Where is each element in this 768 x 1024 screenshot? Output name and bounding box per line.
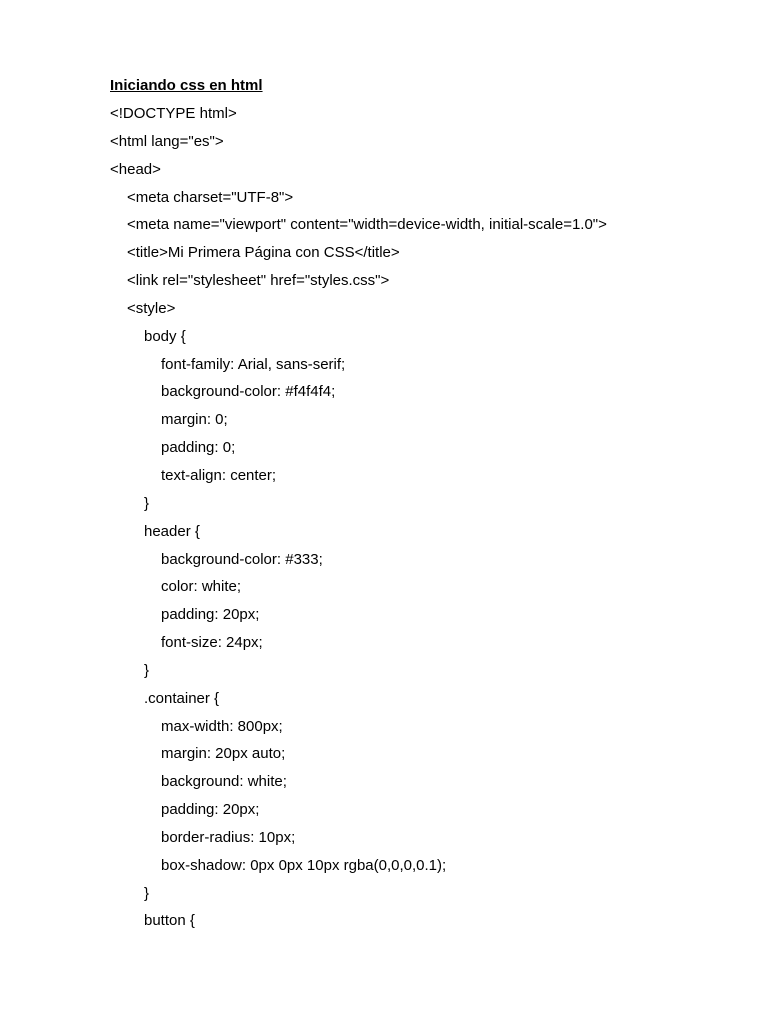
code-line: <title>Mi Primera Página con CSS</title> [127, 244, 400, 262]
code-line: padding: 20px; [161, 801, 260, 819]
code-line: <meta charset="UTF-8"> [127, 188, 294, 206]
code-line: background-color: #333; [161, 550, 323, 568]
code-line: } [144, 494, 150, 512]
code-line: button { [144, 912, 195, 930]
code-line: } [144, 661, 150, 679]
code-line: color: white; [161, 578, 242, 596]
code-line: background: white; [161, 773, 287, 791]
document-title: Iniciando css en html [110, 77, 263, 94]
code-line: <style> [127, 299, 176, 317]
code-line: } [144, 884, 150, 902]
code-line: <head> [110, 160, 161, 178]
code-line: font-family: Arial, sans-serif; [161, 355, 346, 373]
code-line: margin: 0; [161, 411, 228, 429]
code-line: box-shadow: 0px 0px 10px rgba(0,0,0,0.1); [161, 856, 447, 874]
code-line: background-color: #f4f4f4; [161, 383, 336, 401]
code-line: padding: 20px; [161, 606, 260, 624]
code-line: <html lang="es"> [110, 132, 224, 150]
code-line: max-width: 800px; [161, 717, 283, 735]
code-line: <link rel="stylesheet" href="styles.css"> [127, 272, 390, 290]
code-line: border-radius: 10px; [161, 828, 296, 846]
code-listing [110, 104, 607, 939]
code-line: text-align: center; [161, 466, 277, 484]
code-line: <!DOCTYPE html> [110, 105, 237, 122]
code-line: margin: 20px auto; [161, 745, 286, 763]
code-line: font-size: 24px; [161, 634, 263, 652]
code-line: padding: 0; [161, 439, 236, 457]
code-line: body { [144, 327, 186, 345]
code-line: <meta name="viewport" content="width=device-width, initial-scale=1.0"> [127, 216, 607, 234]
code-line: header { [144, 522, 200, 540]
code-line: .container { [144, 689, 220, 707]
